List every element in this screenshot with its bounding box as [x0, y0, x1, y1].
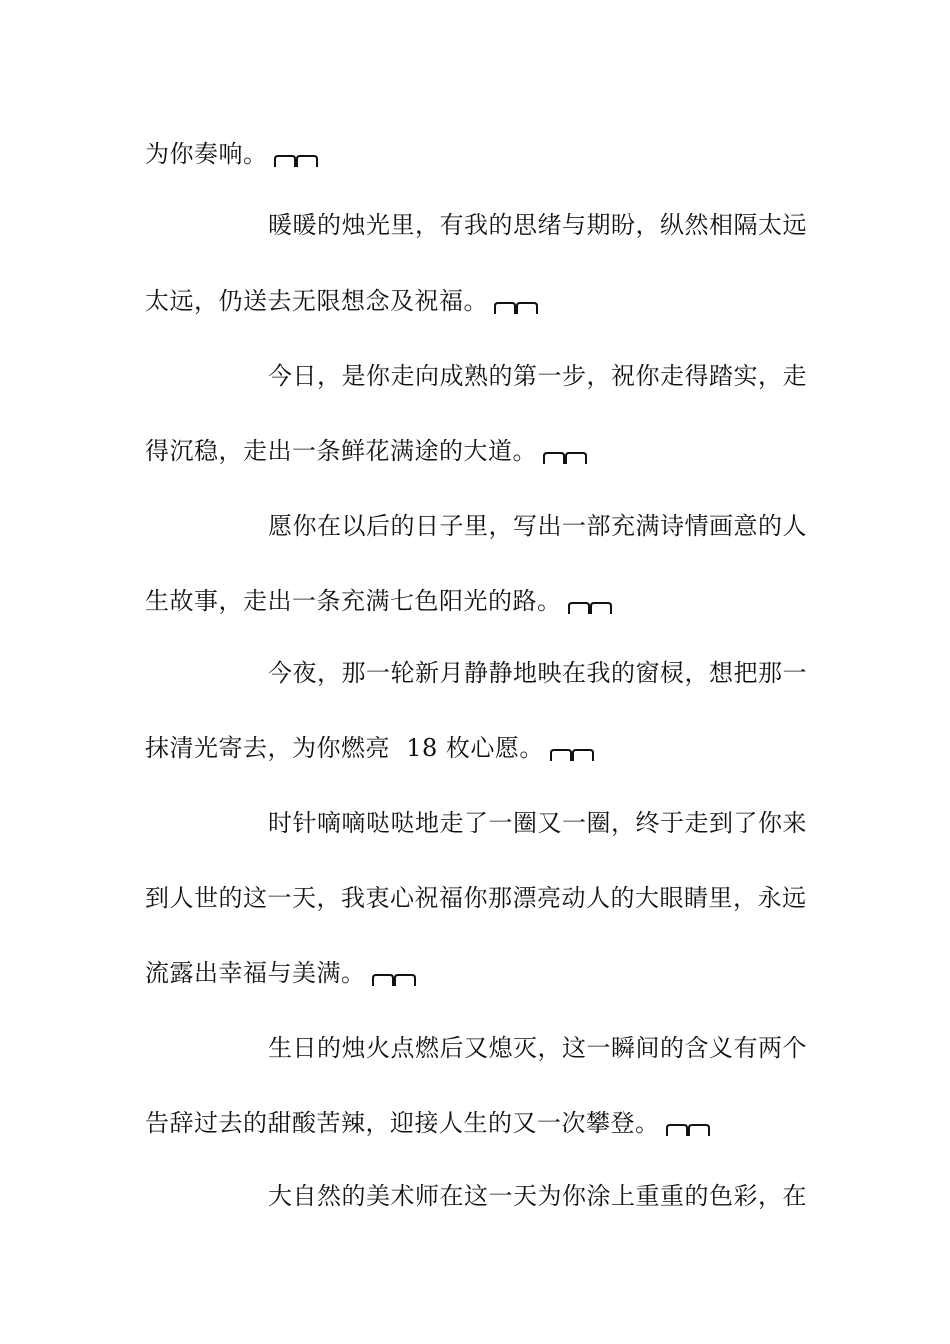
text-line-13-content: 生日的烛火点燃后又熄灭，这一瞬间的含义有两个	[268, 1034, 807, 1062]
text-line-11	[145, 878, 807, 918]
text-line-2	[268, 205, 807, 245]
text-line-3	[145, 281, 538, 321]
text-line-13	[268, 1028, 807, 1068]
text-line-9-content: 抹清光寄去，为你燃亮 18 枚心愿。	[145, 734, 544, 762]
text-line-6	[268, 506, 807, 546]
text-line-4	[268, 356, 807, 396]
text-line-14	[145, 1103, 710, 1143]
paragraph-end-mark-icon	[494, 301, 538, 315]
paragraph-end-mark-icon	[550, 748, 594, 762]
text-line-10-content: 时针嘀嘀哒哒地走了一圈又一圈，终于走到了你来	[268, 809, 807, 837]
text-line-4-content: 今日，是你走向成熟的第一步，祝你走得踏实，走	[268, 362, 807, 390]
paragraph-end-mark-icon	[372, 973, 416, 987]
paragraph-end-mark-icon	[543, 451, 587, 465]
text-line-12	[145, 953, 416, 993]
text-line-9	[145, 728, 594, 768]
text-line-14-content: 告辞过去的甜酸苦辣，迎接人生的又一次攀登。	[145, 1109, 660, 1137]
text-line-11-content: 到人世的这一天，我衷心祝福你那漂亮动人的大眼睛里，永远	[145, 884, 807, 912]
paragraph-end-mark-icon	[568, 601, 612, 615]
text-line-3-content: 太远，仍送去无限想念及祝福。	[145, 287, 488, 315]
text-line-7	[145, 581, 612, 621]
text-line-7-content: 生故事，走出一条充满七色阳光的路。	[145, 587, 562, 615]
text-line-10	[268, 803, 807, 843]
text-line-1-content: 为你奏响。	[145, 140, 268, 168]
text-line-2-content: 暖暖的烛光里，有我的思绪与期盼，纵然相隔太远	[268, 211, 807, 239]
text-line-15	[268, 1176, 807, 1216]
paragraph-end-mark-icon	[666, 1123, 710, 1137]
text-line-8-content: 今夜，那一轮新月静静地映在我的窗棂，想把那一	[268, 659, 807, 687]
text-line-15-content: 大自然的美术师在这一天为你涂上重重的色彩，在	[268, 1182, 807, 1210]
text-line-5	[145, 431, 587, 471]
text-line-1	[145, 134, 318, 174]
text-line-5-content: 得沉稳，走出一条鲜花满途的大道。	[145, 437, 537, 465]
text-line-6-content: 愿你在以后的日子里，写出一部充满诗情画意的人	[268, 512, 807, 540]
text-line-12-content: 流露出幸福与美满。	[145, 959, 366, 987]
paragraph-end-mark-icon	[274, 154, 318, 168]
text-line-8	[268, 653, 807, 693]
